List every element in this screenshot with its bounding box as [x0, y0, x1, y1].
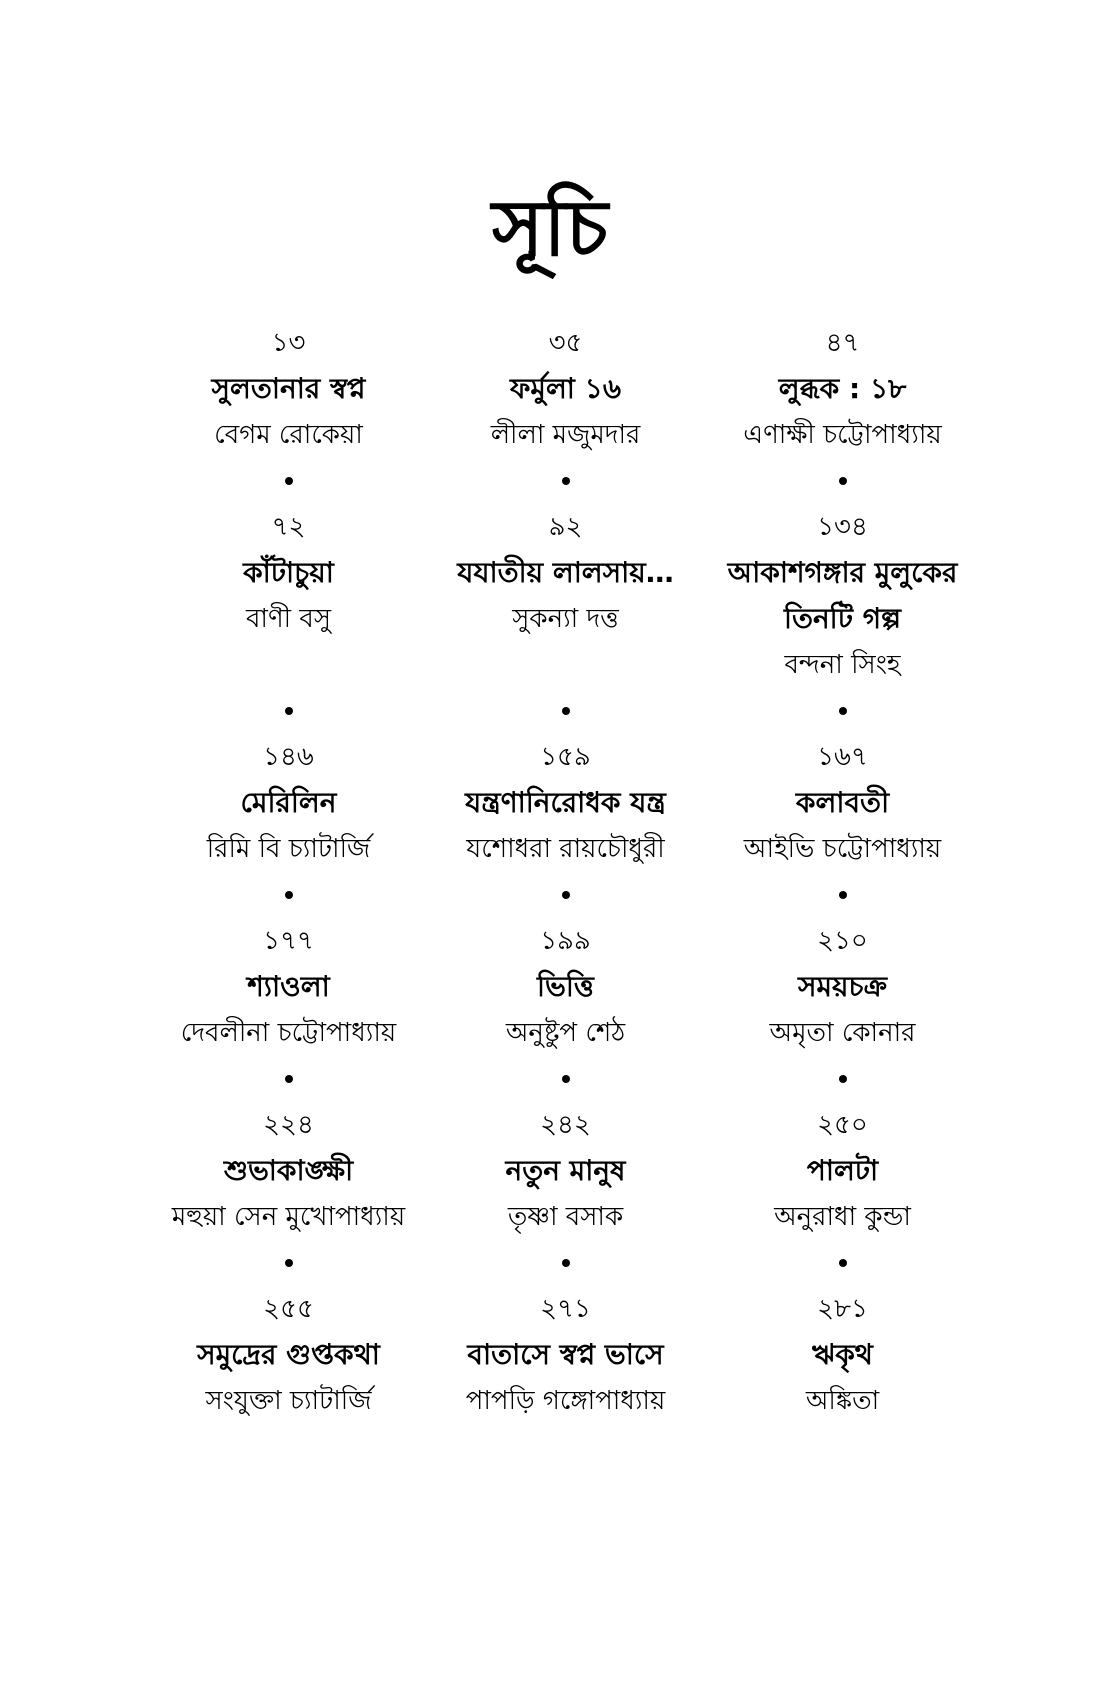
toc-row — [150, 320, 980, 458]
bullet-separator — [562, 891, 570, 899]
story-title: ঋকৃথ — [812, 1338, 873, 1371]
toc-entry[interactable] — [704, 504, 981, 688]
page-number: ১৩৪ — [817, 512, 868, 542]
author-name: অমৃতা কোনার — [769, 1018, 916, 1048]
page-number: ২২৪ — [263, 1110, 314, 1140]
story-title: যন্ত্রণানিরোধক যন্ত্র — [465, 786, 666, 819]
toc-entry[interactable] — [427, 734, 704, 872]
page-number: ১৭৭ — [263, 926, 314, 956]
bullet-separator — [839, 1259, 847, 1267]
author-name: রিমি বি চ্যাটার্জি — [206, 834, 371, 864]
toc-entry[interactable] — [150, 1286, 427, 1424]
bullet-separator — [285, 891, 293, 899]
toc-entry[interactable] — [427, 320, 704, 458]
page-number: ৩৫ — [548, 328, 583, 358]
toc-entry[interactable] — [150, 504, 427, 688]
toc-entry[interactable] — [427, 1102, 704, 1240]
story-title: লুব্ধক : ১৮ — [778, 372, 907, 405]
story-title: মেরিলিন — [240, 786, 337, 819]
author-name: অঙ্কিতা — [805, 1386, 880, 1416]
story-title: পালটা — [806, 1154, 879, 1187]
author-name: লীলা মজুমদার — [490, 420, 641, 450]
page-number: ৪৭ — [825, 328, 860, 358]
story-title: কাঁটাচুয়া — [243, 556, 334, 589]
story-title: বাতাসে স্বপ্ন ভাসে — [467, 1338, 664, 1371]
separator-row — [150, 688, 980, 734]
toc-entry[interactable] — [150, 918, 427, 1056]
page-number: ২৫০ — [817, 1110, 868, 1140]
page-number: ১৪৬ — [263, 742, 314, 772]
page-number: ৭২ — [271, 512, 306, 542]
toc-row — [150, 1286, 980, 1424]
toc-row — [150, 1102, 980, 1240]
story-title: আকাশগঙ্গার মুলুকের তিনটি গল্প — [727, 556, 958, 635]
bullet-separator — [562, 1075, 570, 1083]
toc-row — [150, 734, 980, 872]
toc-entry[interactable] — [150, 320, 427, 458]
page-number: ১৩ — [271, 328, 306, 358]
toc-row — [150, 504, 980, 688]
page-number: ১৫৯ — [540, 742, 591, 772]
separator-row — [150, 458, 980, 504]
author-name: তৃষ্ণা বসাক — [507, 1202, 624, 1232]
story-title: সুলতানার স্বপ্ন — [211, 372, 366, 405]
bullet-separator — [285, 1259, 293, 1267]
bullet-separator — [839, 707, 847, 715]
toc-entry[interactable] — [427, 918, 704, 1056]
bullet-separator — [839, 477, 847, 485]
author-name: বেগম রোকেয়া — [214, 420, 363, 450]
toc-entry[interactable] — [427, 504, 704, 688]
toc-entry[interactable] — [150, 1102, 427, 1240]
toc-row — [150, 918, 980, 1056]
story-title: সমুদ্রের গুপ্তকথা — [197, 1338, 380, 1371]
page-number: ২৮১ — [817, 1294, 868, 1324]
table-of-contents — [150, 320, 980, 1424]
separator-row — [150, 1240, 980, 1286]
bullet-separator — [562, 477, 570, 485]
story-title: ভিত্তি — [537, 970, 594, 1003]
author-name: মহুয়া সেন মুখোপাধ্যায় — [171, 1202, 406, 1232]
toc-entry[interactable] — [704, 320, 981, 458]
author-name: আইভি চট্টোপাধ্যায় — [743, 834, 942, 864]
page-title: সূচি — [492, 183, 608, 274]
page-number: ৯২ — [548, 512, 583, 542]
bullet-separator — [285, 477, 293, 485]
bullet-separator — [562, 1259, 570, 1267]
story-title: ফর্মুলা ১৬ — [509, 372, 622, 405]
author-name: বাণী বসু — [245, 604, 332, 634]
story-title: সময়চক্র — [797, 970, 888, 1003]
story-title: নতুন মানুষ — [505, 1154, 626, 1187]
author-name: অনুরাধা কুন্ডা — [774, 1202, 911, 1232]
story-title: যযাতীয় লালসায়… — [457, 556, 674, 589]
separator-row — [150, 872, 980, 918]
author-name: সংযুক্তা চ্যাটার্জি — [205, 1386, 372, 1416]
author-name: পাপড়ি গঙ্গোপাধ্যায় — [465, 1386, 666, 1416]
author-name: দেবলীনা চট্টোপাধ্যায় — [180, 1018, 397, 1048]
author-name: এণাক্ষী চট্টোপাধ্যায় — [743, 420, 942, 450]
toc-entry[interactable] — [704, 918, 981, 1056]
author-name: বন্দনা সিংহ — [784, 650, 901, 680]
bullet-separator — [839, 1075, 847, 1083]
author-name: যশোধরা রায়চৌধুরী — [466, 834, 665, 864]
story-title: শ্যাওলা — [247, 970, 330, 1003]
author-name: সুকন্যা দত্ত — [512, 604, 619, 634]
bullet-separator — [285, 1075, 293, 1083]
page-number: ২৭১ — [540, 1294, 591, 1324]
toc-entry[interactable] — [704, 734, 981, 872]
toc-entry[interactable] — [704, 1286, 981, 1424]
page-number: ১৯৯ — [540, 926, 591, 956]
toc-entry[interactable] — [704, 1102, 981, 1240]
story-title: শুভাকাঙ্ক্ষী — [223, 1154, 354, 1187]
bullet-separator — [839, 891, 847, 899]
page-number: ১৬৭ — [817, 742, 868, 772]
toc-entry[interactable] — [150, 734, 427, 872]
bullet-separator — [562, 707, 570, 715]
toc-entry[interactable] — [427, 1286, 704, 1424]
separator-row — [150, 1056, 980, 1102]
author-name: অনুষ্টুপ শেঠ — [505, 1018, 626, 1048]
page-number: ২৪২ — [540, 1110, 591, 1140]
page-number: ২১০ — [817, 926, 868, 956]
bullet-separator — [285, 707, 293, 715]
story-title: কলাবতী — [795, 786, 890, 819]
page-number: ২৫৫ — [263, 1294, 314, 1324]
